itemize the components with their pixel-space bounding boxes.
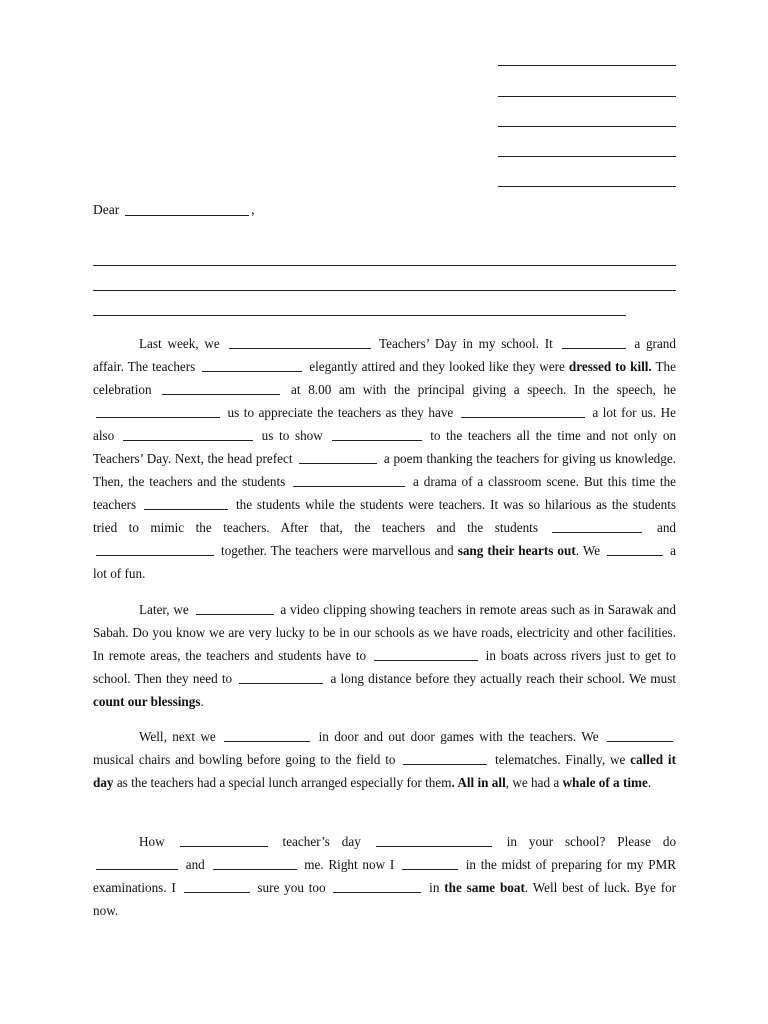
fill-in-blank[interactable] xyxy=(607,729,673,742)
paragraph-video-clipping xyxy=(93,598,676,713)
paragraph-text: a video clipping showing teachers in remote areas such as in Sarawak and Sabah. Do you know we are very lucky to be in our schools as we have roads, electricity and other facilities. In remote areas, the teachers and students have to xyxy=(93,602,676,663)
intro-line-blank[interactable] xyxy=(93,265,676,266)
paragraph-text: at 8.00 am with the principal giving a speech. In the speech, he xyxy=(290,382,676,397)
address-line-blank[interactable] xyxy=(498,186,676,187)
address-line-blank[interactable] xyxy=(498,156,676,157)
salutation-comma: , xyxy=(251,202,255,217)
paragraph-text: a poem thanking the teachers for giving us knowledge. Then, the teachers and the students xyxy=(93,451,677,489)
fill-in-blank[interactable] xyxy=(196,602,274,615)
fill-in-blank[interactable] xyxy=(239,671,323,684)
fill-in-blank[interactable] xyxy=(403,752,487,765)
paragraph-text: a grand affair. The teachers xyxy=(93,336,676,374)
bold-idiom: . All in all xyxy=(451,775,506,790)
fill-in-blank[interactable] xyxy=(96,857,178,870)
fill-in-blank[interactable] xyxy=(224,729,310,742)
paragraph-text: elegantly attired and they looked like they were xyxy=(309,359,565,374)
bold-idiom: sang their hearts out xyxy=(457,543,576,558)
paragraph-text: How xyxy=(139,834,165,849)
paragraph-text: Last week, we xyxy=(139,336,220,351)
address-line-blank[interactable] xyxy=(498,126,676,127)
address-line-blank[interactable] xyxy=(498,96,676,97)
paragraph-text: to the teachers all the time and not only on Teachers’ Day. Next, the head prefect xyxy=(93,428,677,466)
paragraph-text: a long distance before they actually reach their school. We must xyxy=(330,671,677,686)
paragraph-closing xyxy=(93,830,676,922)
paragraph-text: Teachers’ Day in my school. It xyxy=(379,336,553,351)
paragraph-text: in the midst of preparing for my PMR examinations. I xyxy=(93,857,677,895)
paragraph-text: Well, next we xyxy=(139,729,216,744)
paragraph-text: me. Right now I xyxy=(304,857,395,872)
fill-in-blank[interactable] xyxy=(332,428,422,441)
paragraph-text: Later, we xyxy=(139,602,189,617)
paragraph-text: in your school? Please do xyxy=(506,834,677,849)
salutation-word: Dear xyxy=(93,202,120,217)
paragraph-text: sure you too xyxy=(257,880,326,895)
paragraph-text: telematches. Finally, we xyxy=(495,752,626,767)
paragraph-text: and xyxy=(656,520,677,535)
paragraph-text: , we had a xyxy=(505,775,560,790)
intro-line-blank[interactable] xyxy=(93,290,676,291)
bold-idiom: count our blessings xyxy=(93,694,201,709)
fill-in-blank[interactable] xyxy=(461,405,585,418)
fill-in-blank[interactable] xyxy=(96,543,214,556)
fill-in-blank[interactable] xyxy=(213,857,297,870)
paragraph-text: . We xyxy=(575,543,601,558)
fill-in-blank[interactable] xyxy=(180,834,268,847)
paragraph-text: a lot for us. He also xyxy=(93,405,677,443)
bold-idiom: the same boat xyxy=(444,880,525,895)
paragraph-text: together. The teachers were marvellous and xyxy=(221,543,454,558)
fill-in-blank[interactable] xyxy=(293,474,405,487)
fill-in-blank[interactable] xyxy=(607,543,663,556)
fill-in-blank[interactable] xyxy=(376,834,492,847)
fill-in-blank[interactable] xyxy=(562,336,626,349)
paragraph-text: a lot of fun. xyxy=(93,543,677,581)
paragraph-text: and xyxy=(185,857,205,872)
paragraph-text: in xyxy=(429,880,440,895)
paragraph-text: in door and out door games with the teachers. We xyxy=(318,729,599,744)
paragraph-text: . xyxy=(647,775,652,790)
address-line-blank[interactable] xyxy=(498,65,676,66)
bold-idiom: whale of a time xyxy=(562,775,648,790)
paragraph-text: a drama of a classroom scene. But this time the teachers xyxy=(93,474,677,512)
recipient-blank[interactable] xyxy=(125,203,249,216)
paragraph-teachers-day xyxy=(93,332,676,585)
fill-in-blank[interactable] xyxy=(402,857,458,870)
fill-in-blank[interactable] xyxy=(184,880,250,893)
paragraph-text: us to appreciate the teachers as they have xyxy=(227,405,454,420)
paragraph-text: as the teachers had a special lunch arranged especially for them xyxy=(116,775,452,790)
bold-idiom: dressed to kill. xyxy=(568,359,652,374)
paragraph-text: musical chairs and bowling before going to the field to xyxy=(93,752,396,767)
paragraph-text: . xyxy=(200,694,204,709)
intro-line-blank[interactable] xyxy=(93,315,626,316)
paragraph-text: . Well best of luck. Bye for now. xyxy=(93,880,677,918)
paragraph-games xyxy=(93,725,676,794)
paragraph-text: in boats across rivers just to get to school. Then they need to xyxy=(93,648,676,686)
bold-idiom: called it day xyxy=(93,752,676,790)
fill-in-blank[interactable] xyxy=(96,405,220,418)
fill-in-blank[interactable] xyxy=(144,497,228,510)
fill-in-blank[interactable] xyxy=(374,648,478,661)
fill-in-blank[interactable] xyxy=(123,428,253,441)
fill-in-blank[interactable] xyxy=(299,451,377,464)
paragraph-text: teacher’s day xyxy=(282,834,361,849)
fill-in-blank[interactable] xyxy=(552,520,642,533)
paragraph-text: the students while the students were teachers. It was so hilarious as the students tried to mimic the teachers. After that, the teachers and the students xyxy=(93,497,677,535)
fill-in-blank[interactable] xyxy=(333,880,421,893)
fill-in-blank[interactable] xyxy=(229,336,371,349)
paragraph-text: The celebration xyxy=(93,359,676,397)
salutation xyxy=(93,201,255,219)
fill-in-blank[interactable] xyxy=(162,382,280,395)
fill-in-blank[interactable] xyxy=(202,359,302,372)
paragraph-text: us to show xyxy=(261,428,323,443)
